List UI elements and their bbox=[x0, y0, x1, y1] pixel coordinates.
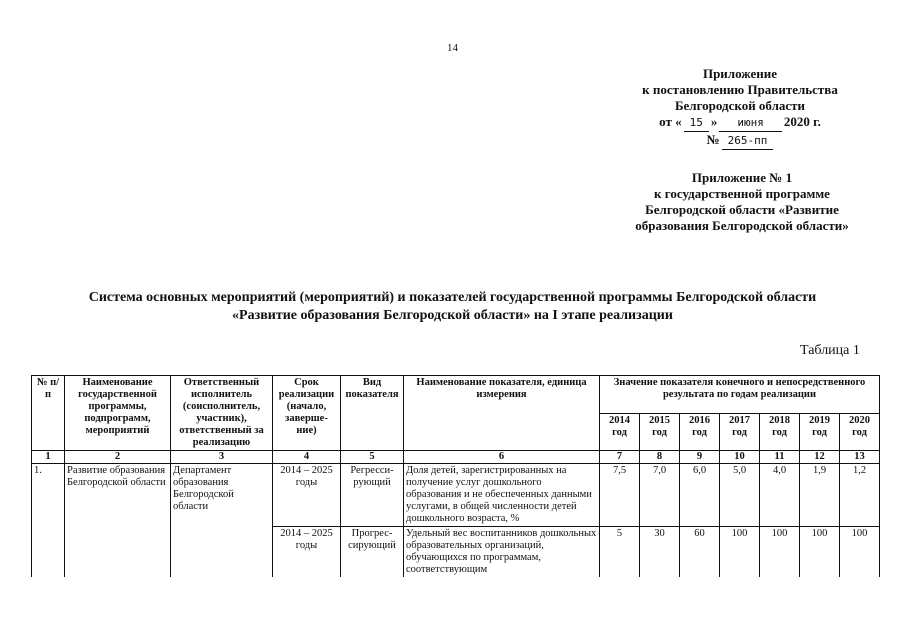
row-term: 2014 – 2025 годы bbox=[273, 464, 341, 527]
row-value: 4,0 bbox=[760, 464, 800, 527]
row-value: 30 bbox=[640, 527, 680, 578]
header-year: 2019 год bbox=[800, 413, 840, 451]
header-year: 2014 год bbox=[600, 413, 640, 451]
program-appendix-line2: к государственной программе bbox=[654, 186, 830, 201]
row-value: 100 bbox=[800, 527, 840, 578]
header-term: Срок реализации (начало, заверше- ние) bbox=[273, 376, 341, 451]
header-num: № п/п bbox=[32, 376, 65, 451]
header-year: 2017 год bbox=[720, 413, 760, 451]
row-value: 5 bbox=[600, 527, 640, 578]
decree-appendix-line3: Белгородской области bbox=[674, 98, 806, 113]
document-title-line1: Система основных мероприятий (мероприятий) и показателей государственной программы Белгородской области bbox=[88, 290, 817, 305]
number-value: 265-пп bbox=[722, 133, 774, 150]
indicators-table bbox=[31, 375, 880, 577]
column-number: 5 bbox=[341, 451, 404, 464]
row-executor: Департамент образования Белгородской области bbox=[171, 464, 273, 578]
row-name: Развитие образования Белгородской области bbox=[65, 464, 171, 578]
program-appendix-block bbox=[592, 170, 892, 234]
decree-date-line bbox=[600, 114, 880, 132]
row-type: Регресси- рующий bbox=[341, 464, 404, 527]
header-year: 2020 год bbox=[840, 413, 880, 451]
header-values-group: Значение показателя конечного и непосредственного результата по годам реализации bbox=[600, 376, 880, 414]
column-number: 3 bbox=[171, 451, 273, 464]
row-type: Прогрес- сирующий bbox=[341, 527, 404, 578]
date-year: 2020 г. bbox=[783, 114, 821, 129]
program-appendix-line3: Белгородской области «Развитие bbox=[645, 202, 839, 217]
header-year: 2015 год bbox=[640, 413, 680, 451]
column-number: 4 bbox=[273, 451, 341, 464]
decree-appendix-line2: к постановлению Правительства bbox=[642, 82, 838, 97]
decree-appendix-line1: Приложение bbox=[702, 66, 778, 81]
number-prefix: № bbox=[706, 132, 720, 147]
header-year: 2016 год bbox=[680, 413, 720, 451]
date-month: июня bbox=[719, 115, 782, 132]
row-value: 100 bbox=[840, 527, 880, 578]
row-value: 100 bbox=[720, 527, 760, 578]
row-indicator: Удельный вес воспитанников дошкольных образовательных организаций, обучающихся по программам, соответствующим bbox=[404, 527, 600, 578]
row-value: 7,0 bbox=[640, 464, 680, 527]
column-number: 6 bbox=[404, 451, 600, 464]
program-appendix-line1: Приложение № 1 bbox=[691, 170, 793, 185]
date-prefix: от « bbox=[659, 114, 682, 129]
row-value: 100 bbox=[760, 527, 800, 578]
date-mid: » bbox=[710, 114, 718, 129]
header-indicator: Наименование показателя, единица измерения bbox=[404, 376, 600, 451]
row-term: 2014 – 2025 годы bbox=[273, 527, 341, 578]
column-number: 12 bbox=[800, 451, 840, 464]
date-day: 15 bbox=[684, 115, 709, 132]
row-value: 1,9 bbox=[800, 464, 840, 527]
column-number: 9 bbox=[680, 451, 720, 464]
column-number: 8 bbox=[640, 451, 680, 464]
header-type: Вид показателя bbox=[341, 376, 404, 451]
column-number: 7 bbox=[600, 451, 640, 464]
table-row bbox=[32, 464, 880, 527]
table-caption: Таблица 1 bbox=[800, 343, 860, 358]
row-value: 1,2 bbox=[840, 464, 880, 527]
decree-appendix-block bbox=[600, 66, 880, 150]
column-number: 11 bbox=[760, 451, 800, 464]
document-title-line2: «Развитие образования Белгородской области» на I этапе реализации bbox=[232, 308, 673, 323]
program-appendix-line4: образования Белгородской области» bbox=[635, 218, 849, 233]
header-row-1 bbox=[32, 376, 880, 414]
row-value: 5,0 bbox=[720, 464, 760, 527]
row-value: 60 bbox=[680, 527, 720, 578]
column-number: 1 bbox=[32, 451, 65, 464]
header-name: Наименование государственной программы, подпрограмм, мероприятий bbox=[65, 376, 171, 451]
header-year: 2018 год bbox=[760, 413, 800, 451]
column-number-row bbox=[32, 451, 880, 464]
page-number: 14 bbox=[447, 42, 458, 54]
row-num: 1. bbox=[32, 464, 65, 578]
decree-number-line bbox=[600, 132, 880, 150]
row-indicator: Доля детей, зарегистрированных на получение услуг дошкольного образования и не обеспеченных данными услугами, в общей численности детей дошкольного возраста, % bbox=[404, 464, 600, 527]
column-number: 13 bbox=[840, 451, 880, 464]
column-number: 10 bbox=[720, 451, 760, 464]
header-executor: Ответственный исполнитель (соисполнитель, участник), ответственный за реализацию bbox=[171, 376, 273, 451]
column-number: 2 bbox=[65, 451, 171, 464]
document-title bbox=[0, 289, 905, 325]
row-value: 6,0 bbox=[680, 464, 720, 527]
row-value: 7,5 bbox=[600, 464, 640, 527]
